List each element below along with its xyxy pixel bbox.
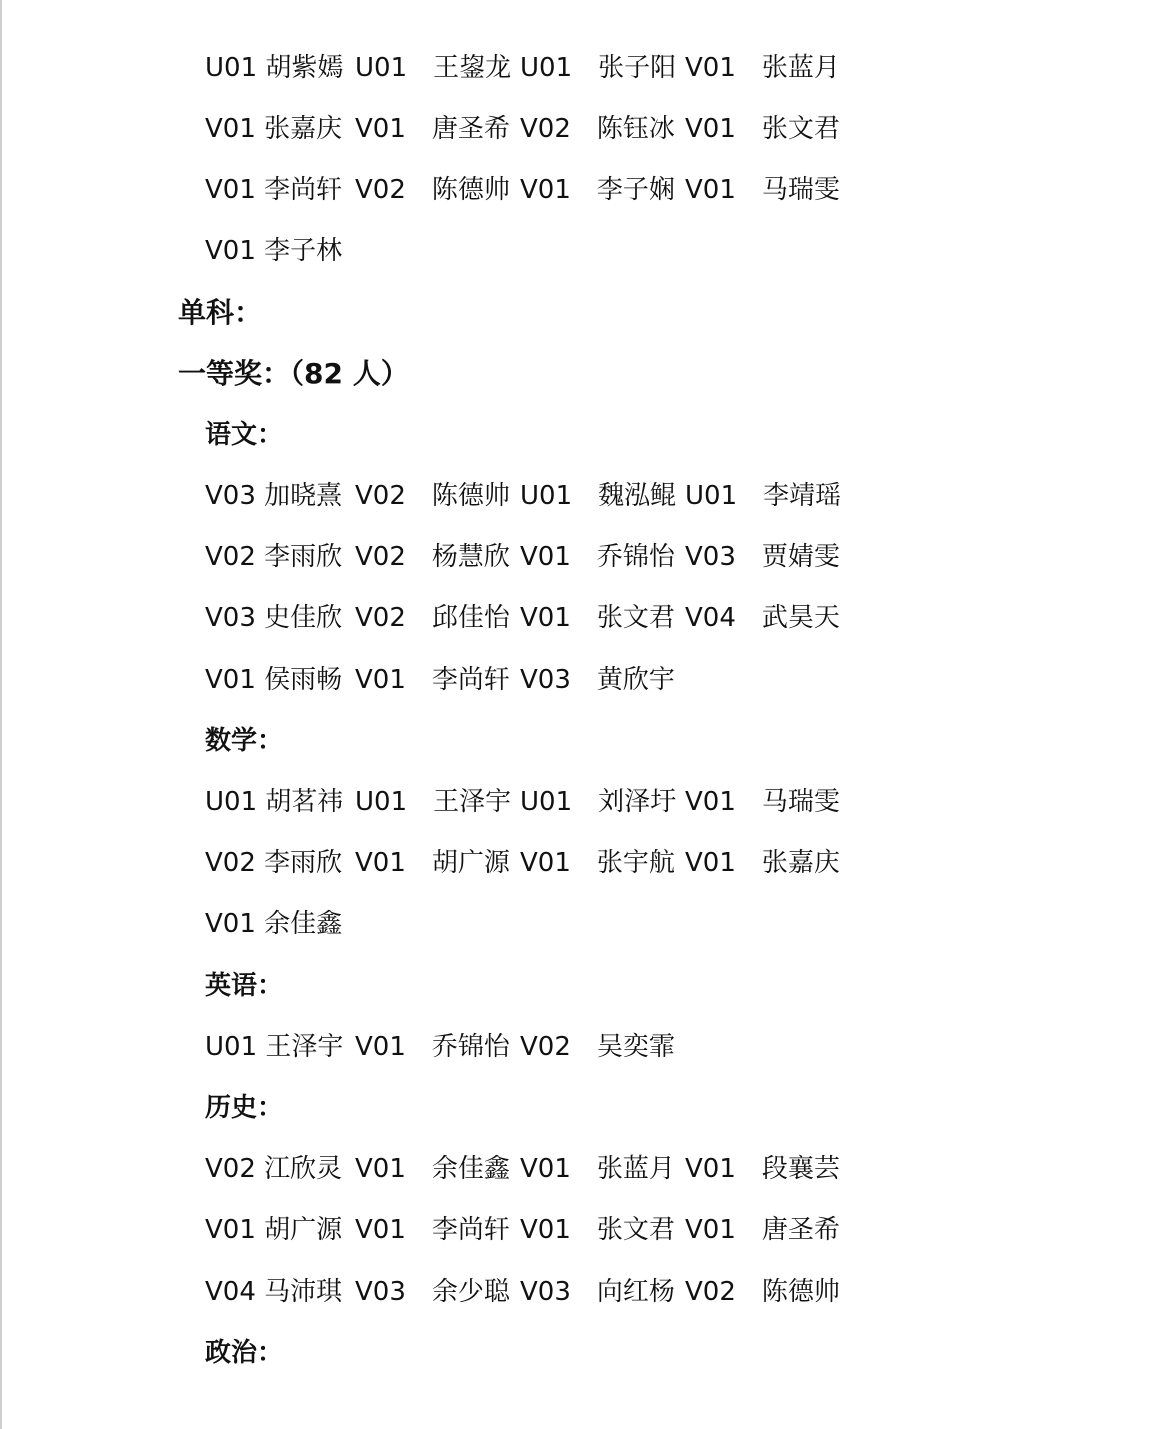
name-row [0, 598, 1170, 638]
name-entry: V02 李雨欣 [205, 848, 343, 878]
name-row [0, 782, 1170, 822]
single-subject-heading: 单科： [178, 296, 263, 329]
name-entry: V01 乔锦怡 [355, 1032, 510, 1062]
name-entry: V01 张文君 [520, 603, 675, 633]
name-entry: V01 余佳鑫 [205, 909, 343, 939]
name-entry: V01 李尚轩 [355, 1215, 510, 1245]
name-entry: V01 乔锦怡 [520, 542, 675, 572]
name-row [0, 1149, 1170, 1189]
name-row [0, 48, 1170, 88]
name-entry: V02 杨慧欣 [355, 542, 510, 572]
name-entry: V01 张嘉庆 [205, 114, 343, 144]
name-entry: V03 加晓熹 [205, 481, 343, 511]
name-entry: V01 唐圣希 [355, 114, 510, 144]
name-row [0, 537, 1170, 577]
name-entry: U01 李靖瑶 [685, 481, 842, 511]
name-entry: V03 黄欣宇 [520, 665, 675, 695]
name-entry: V01 李尚轩 [355, 665, 510, 695]
name-entry: V01 张文君 [685, 114, 840, 144]
name-row [0, 231, 1170, 271]
name-row [0, 1272, 1170, 1312]
name-entry: V02 邱佳怡 [355, 603, 510, 633]
first-prize-heading: 一等奖：（82 人） [178, 357, 409, 390]
name-entry: V03 余少聪 [355, 1277, 510, 1307]
name-entry: V03 贾婧雯 [685, 542, 840, 572]
name-entry: V02 李雨欣 [205, 542, 343, 572]
subject-heading-politics: 政治： [205, 1338, 284, 1368]
name-entry: V03 史佳欣 [205, 603, 343, 633]
name-entry: V02 陈德帅 [355, 481, 510, 511]
name-entry: V02 陈德帅 [685, 1277, 840, 1307]
name-entry: V01 李子林 [205, 236, 343, 266]
name-row [0, 660, 1170, 700]
name-entry: V01 马瑞雯 [685, 175, 840, 205]
name-row [0, 476, 1170, 516]
name-row [0, 904, 1170, 944]
name-entry: V01 马瑞雯 [685, 787, 840, 817]
name-row [0, 109, 1170, 149]
name-row [0, 1027, 1170, 1067]
name-entry: V01 余佳鑫 [355, 1154, 510, 1184]
name-row [0, 843, 1170, 883]
name-entry: U01 王泽宇 [205, 1032, 344, 1062]
name-entry: V01 张宇航 [520, 848, 675, 878]
name-row [0, 1210, 1170, 1250]
name-entry: V01 胡广源 [205, 1215, 343, 1245]
name-entry: V01 张文君 [520, 1215, 675, 1245]
name-entry: V01 侯雨畅 [205, 665, 343, 695]
name-entry: U01 王泽宇 [355, 787, 512, 817]
name-entry: V02 吴奕霏 [520, 1032, 675, 1062]
name-entry: V01 李尚轩 [205, 175, 343, 205]
name-entry: V02 陈钰冰 [520, 114, 675, 144]
subject-heading-chinese: 语文： [205, 420, 284, 450]
name-entry: V04 马沛琪 [205, 1277, 343, 1307]
name-entry: U01 魏泓鲲 [520, 481, 677, 511]
name-entry: V01 段襄芸 [685, 1154, 840, 1184]
name-entry: V01 胡广源 [355, 848, 510, 878]
name-row [0, 170, 1170, 210]
name-entry: V03 向红杨 [520, 1277, 675, 1307]
name-entry: V01 张嘉庆 [685, 848, 840, 878]
name-entry: U01 胡紫嫣 [205, 53, 344, 83]
name-entry: U01 张子阳 [520, 53, 677, 83]
name-entry: V02 陈德帅 [355, 175, 510, 205]
subject-heading-english: 英语： [205, 971, 284, 1001]
name-entry: V01 李子娴 [520, 175, 675, 205]
subject-heading-math: 数学： [205, 726, 284, 756]
name-entry: U01 刘泽圩 [520, 787, 677, 817]
name-entry: V01 张蓝月 [520, 1154, 675, 1184]
name-entry: V01 唐圣希 [685, 1215, 840, 1245]
name-entry: U01 胡茗祎 [205, 787, 344, 817]
name-entry: V04 武昊天 [685, 603, 840, 633]
subject-heading-history: 历史： [205, 1093, 284, 1123]
name-entry: V01 张蓝月 [685, 53, 840, 83]
name-entry: U01 王鋆龙 [355, 53, 512, 83]
name-entry: V02 江欣灵 [205, 1154, 343, 1184]
